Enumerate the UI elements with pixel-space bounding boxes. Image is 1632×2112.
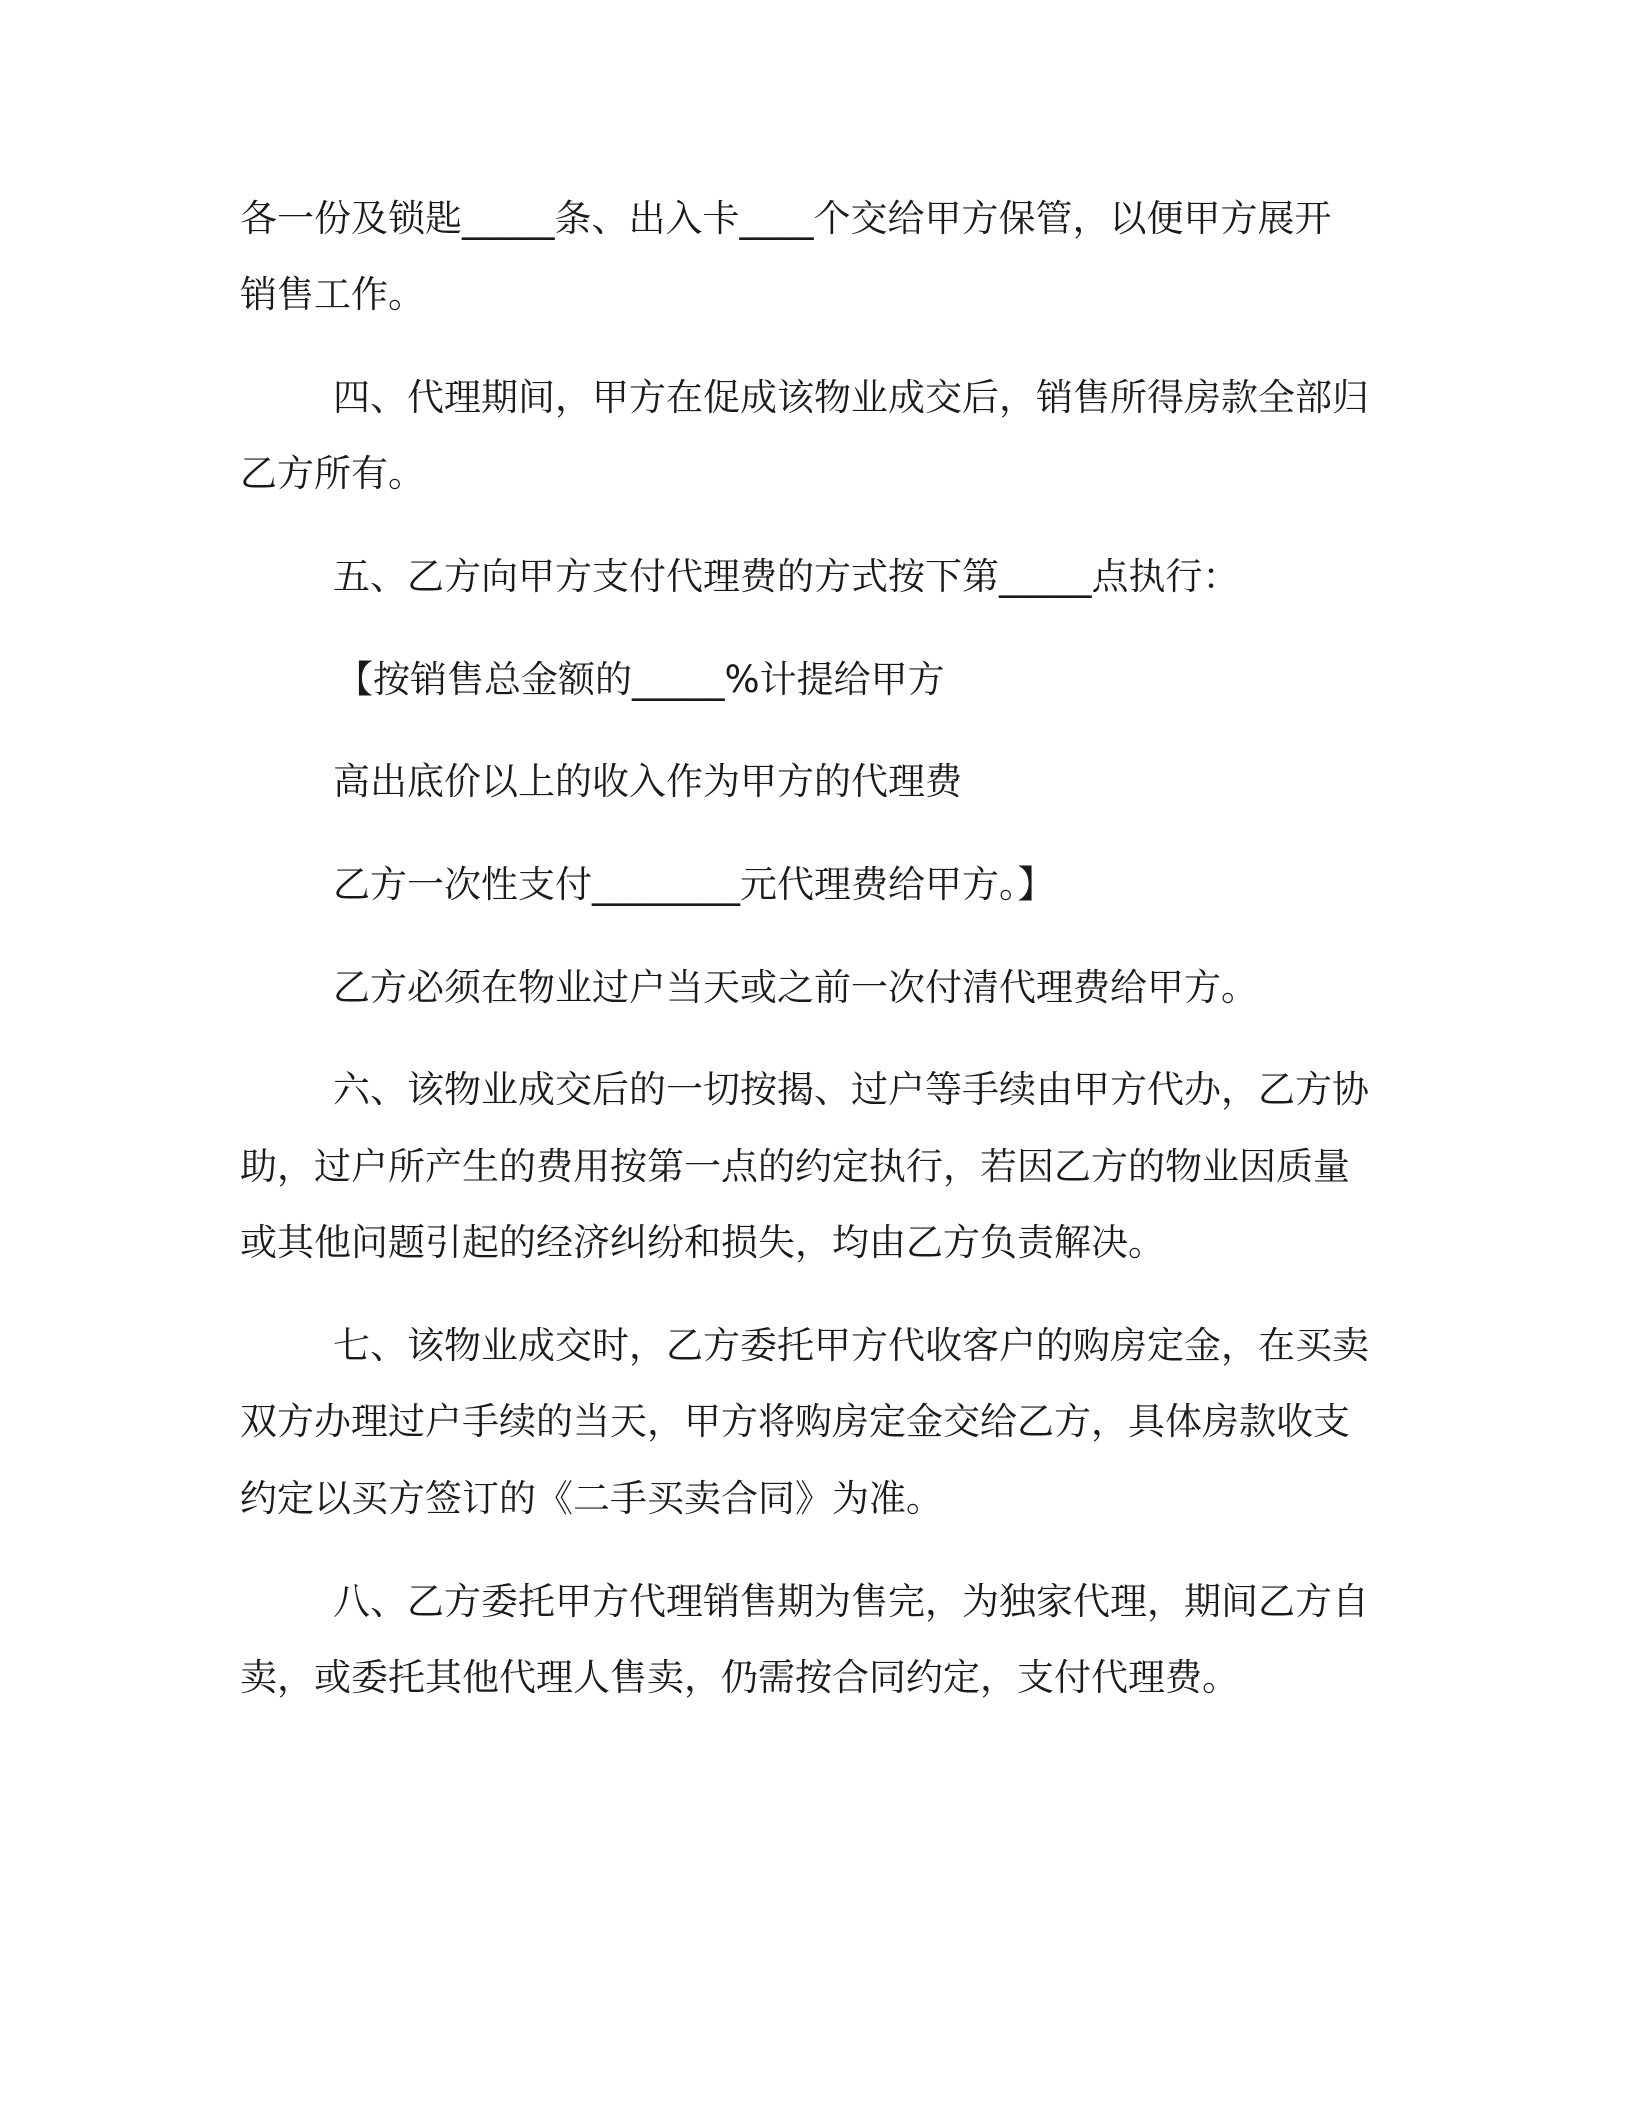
clause-7-line-2: 双方办理过户手续的当天，甲方将购房定金交给乙方，具体房款收支 xyxy=(240,1400,1350,1443)
clause-8-line-2: 卖，或委托其他代理人售卖，仍需按合同约定，支付代理费。 xyxy=(240,1656,1239,1699)
continuation-line-2: 销售工作。 xyxy=(240,273,425,316)
continuation-line-1: 各一份及锁匙_____条、出入卡____个交给甲方保管，以便甲方展开 xyxy=(240,197,1332,240)
clause-5-line-1: 五、乙方向甲方支付代理费的方式按下第_____点执行： xyxy=(333,555,1240,598)
clause-4-line-2: 乙方所有。 xyxy=(240,452,425,495)
clause-7-line-3: 约定以买方签订的《二手买卖合同》为准。 xyxy=(240,1477,943,1520)
clause-5-payment-note: 乙方必须在物业过户当天或之前一次付清代理费给甲方。 xyxy=(333,966,1258,1009)
clause-5-option-2: 高出底价以上的收入作为甲方的代理费 xyxy=(333,760,962,803)
clause-6-line-1: 六、该物业成交后的一切按揭、过户等手续由甲方代办，乙方协 xyxy=(333,1068,1369,1111)
clause-7-line-1: 七、该物业成交时，乙方委托甲方代收客户的购房定金，在买卖 xyxy=(333,1324,1369,1367)
clause-8-line-1: 八、乙方委托甲方代理销售期为售完，为独家代理，期间乙方自 xyxy=(333,1580,1369,1623)
clause-6-line-3: 或其他问题引起的经济纠纷和损失，均由乙方负责解决。 xyxy=(240,1221,1165,1264)
clause-4-line-1: 四、代理期间，甲方在促成该物业成交后，销售所得房款全部归 xyxy=(333,376,1369,419)
clause-5-option-1: 【按销售总金额的_____%计提给甲方 xyxy=(336,658,945,701)
clause-5-option-3: 乙方一次性支付________元代理费给甲方。】 xyxy=(333,863,1055,906)
clause-6-line-2: 助，过户所产生的费用按第一点的约定执行，若因乙方的物业因质量 xyxy=(240,1145,1350,1188)
